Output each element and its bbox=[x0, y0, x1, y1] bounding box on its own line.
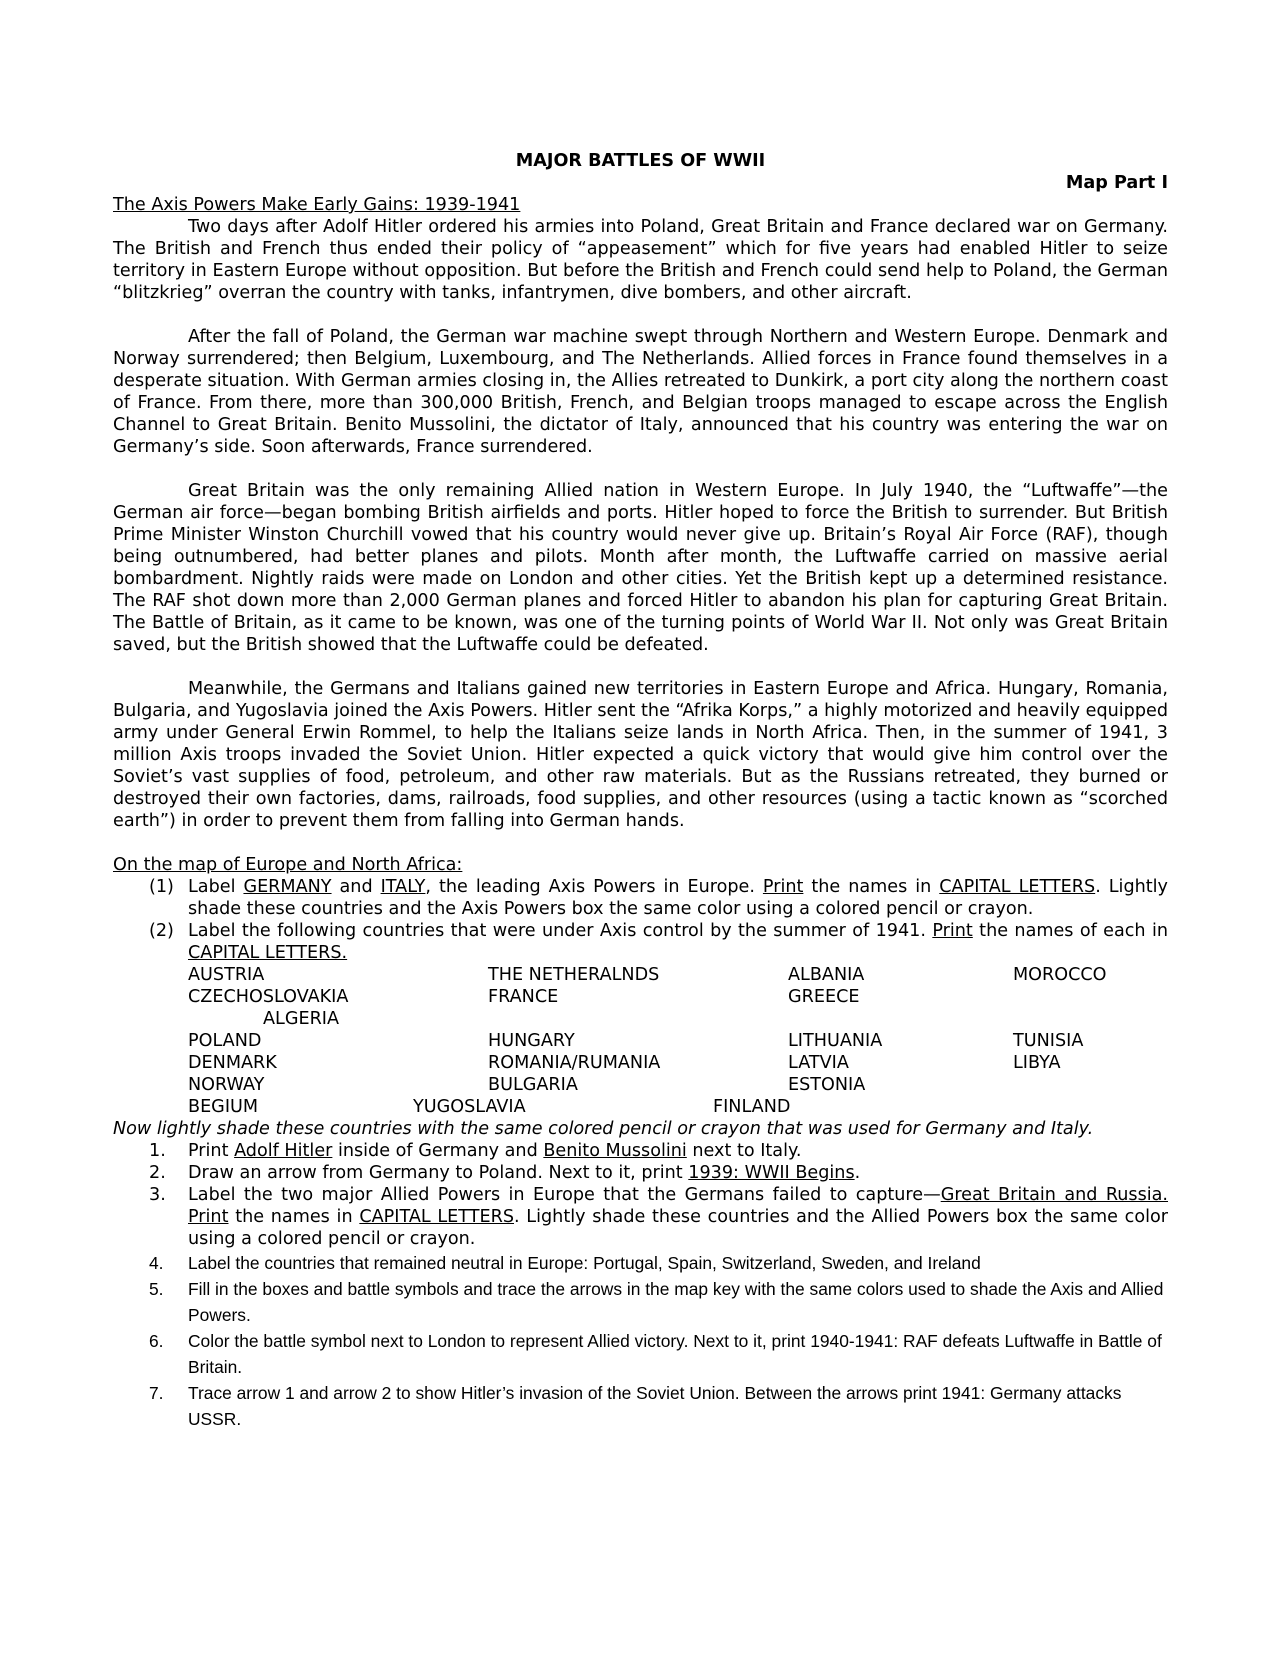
country-row: ALGERIA bbox=[263, 1009, 340, 1029]
country-row: BEGIUM YUGOSLAVIA FINLAND bbox=[188, 1097, 791, 1117]
list-item: 1. Print Adolf Hitler inside of Germany and Benito Mussolini next to Italy. bbox=[149, 1141, 802, 1161]
map-heading: On the map of Europe and North Africa: bbox=[113, 855, 463, 875]
country-row: CZECHOSLOVAKIA FRANCE GREECE bbox=[188, 987, 860, 1007]
section-heading: The Axis Powers Make Early Gains: 1939-1941 bbox=[113, 195, 521, 215]
country-list bbox=[113, 964, 1168, 1118]
country-row: POLAND HUNGARY LITHUANIA TUNISIA bbox=[188, 1031, 1084, 1051]
document-page bbox=[113, 150, 1168, 1432]
list-item: (2) Label the following countries that were under Axis control by the summer of 1941. Print the names of each in CAPITAL LETTERS. bbox=[149, 921, 1168, 963]
list-item: 6. Color the battle symbol next to London to represent Allied victory. Next to it, print 1940-1941: RAF defeats Luftwaffe in Battle of Britain. bbox=[149, 1331, 1162, 1377]
instruction-list-1 bbox=[113, 876, 1168, 964]
country-row: NORWAY BULGARIA ESTONIA bbox=[188, 1075, 866, 1095]
country-row: AUSTRIA THE NETHERALNDS ALBANIA MOROCCO bbox=[188, 965, 1107, 985]
shade-note: Now lightly shade these countries with the same colored pencil or crayon that was used for Germany and Italy. bbox=[113, 1119, 1094, 1139]
paragraph-1: Two days after Adolf Hitler ordered his armies into Poland, Great Britain and France declared war on Germany. The British and French thus ended their policy of “appeasement” which for five years had enabled Hitler to seize territory in Eastern Europe without opposition. But before the British and French could send help to Poland, the German “blitzkrieg” overran the country with tanks, infantrymen, dive bombers, and other aircraft. bbox=[113, 217, 1168, 303]
list-item: 7. Trace arrow 1 and arrow 2 to show Hitler’s invasion of the Soviet Union. Between the arrows print 1941: Germany attacks USSR. bbox=[149, 1383, 1122, 1429]
paragraph-2: After the fall of Poland, the German war machine swept through Northern and Western Europe. Denmark and Norway surrendered; then Belgium, Luxembourg, and The Netherlands. Allied forces in France found themselves in a desperate situation. With German armies closing in, the Allies retreated to Dunkirk, a port city along the northern coast of France. From there, more than 300,000 British, French, and Belgian troops managed to escape across the English Channel to Great Britain. Benito Mussolini, the dictator of Italy, announced that his country was entering the war on Germany’s side. Soon afterwards, France surrendered. bbox=[113, 327, 1168, 457]
instruction-list-2 bbox=[113, 1140, 1168, 1432]
paragraph-3: Great Britain was the only remaining Allied nation in Western Europe. In July 1940, the “Luftwaffe”—the German air force—began bombing British airfields and ports. Hitler hoped to force the British to surrender. But British Prime Minister Winston Churchill vowed that his country would never give up. Britain’s Royal Air Force (RAF), though being outnumbered, had better planes and pilots. Month after month, the Luftwaffe carried on massive aerial bombardment. Nightly raids were made on London and other cities. Yet the British kept up a determined resistance. The RAF shot down more than 2,000 German planes and forced Hitler to abandon his plan for capturing Great Britain. The Battle of Britain, as it came to be known, was one of the turning points of World War II. Not only was Great Britain saved, but the British showed that the Luftwaffe could be defeated. bbox=[113, 481, 1168, 655]
document-title: MAJOR BATTLES OF WWII bbox=[515, 151, 766, 171]
document-subtitle: Map Part I bbox=[1065, 173, 1168, 193]
paragraph-4: Meanwhile, the Germans and Italians gained new territories in Eastern Europe and Africa. Hungary, Romania, Bulgaria, and Yugoslavia joined the Axis Powers. Hitler sent the “Afrika Korps,” a highly motorized and heavily equipped army under General Erwin Rommel, to help the Italians seize lands in North Africa. Then, in the summer of 1941, 3 million Axis troops invaded the Soviet Union. Hitler expected a quick victory that would give him control over the Soviet’s vast supplies of food, petroleum, and other raw materials. But as the Russians retreated, they burned or destroyed their own factories, dams, railroads, food supplies, and other resources (using a tactic known as “scorched earth”) in order to prevent them from falling into German hands. bbox=[113, 679, 1168, 831]
list-item: (1) Label GERMANY and ITALY, the leading Axis Powers in Europe. Print the names in CAPITAL LETTERS. Lightly shade these countries and the Axis Powers box the same color using a colored pencil or crayon. bbox=[149, 877, 1168, 919]
list-item: 5. Fill in the boxes and battle symbols and trace the arrows in the map key with the same colors used to shade the Axis and Allied Powers. bbox=[149, 1279, 1164, 1325]
list-item: 4. Label the countries that remained neutral in Europe: Portugal, Spain, Switzerland, Sweden, and Ireland bbox=[149, 1253, 981, 1273]
list-item: 2. Draw an arrow from Germany to Poland. Next to it, print 1939: WWII Begins. bbox=[149, 1163, 861, 1183]
list-item: 3. Label the two major Allied Powers in Europe that the Germans failed to capture—Great Britain and Russia. Print the names in CAPITAL LETTERS. Lightly shade these countries and the Allied Powers box the same color using a colored pencil or crayon. bbox=[149, 1185, 1169, 1249]
country-row: DENMARK ROMANIA/RUMANIA LATVIA LIBYA bbox=[188, 1053, 1061, 1073]
